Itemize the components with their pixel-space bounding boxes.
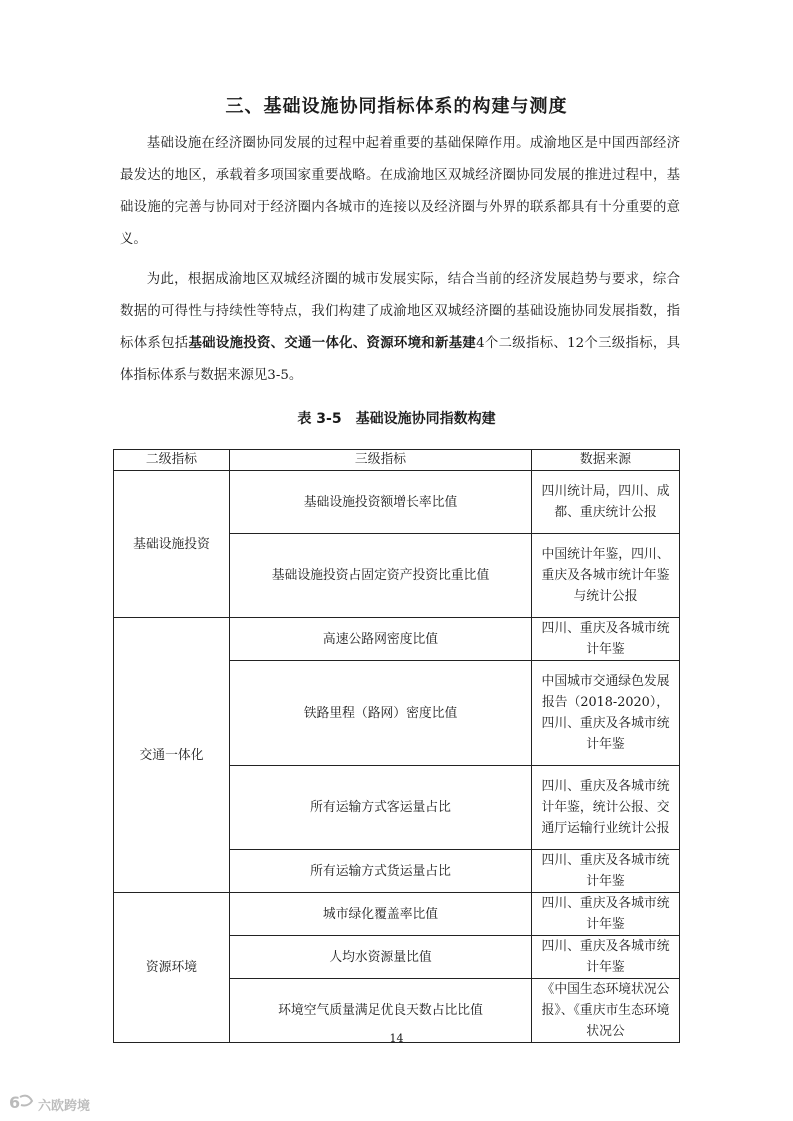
indicator-cell: 基础设施投资占固定资产投资比重比值 [230,534,532,618]
watermark [8,1091,90,1117]
indicator-cell: 所有运输方式货运量占比 [230,850,532,893]
category-cell: 交通一体化 [114,618,230,893]
section-heading: 三、基础设施协同指标体系的构建与测度 [225,96,568,117]
header-level2: 二级指标 [114,450,230,471]
indicator-cell: 高速公路网密度比值 [230,618,532,661]
indicator-cell: 基础设施投资额增长率比值 [230,471,532,534]
source-cell: 中国统计年鉴，四川、重庆及各城市统计年鉴与统计公报 [532,534,680,618]
svg-text:6: 6 [9,1093,21,1112]
source-cell: 四川、重庆及各城市统计年鉴 [532,893,680,936]
header-source: 数据来源 [532,450,680,471]
table-header-row [114,450,680,471]
watermark-text: 六欧跨境 [38,1098,91,1114]
six-logo-icon [8,1091,34,1117]
source-cell: 四川、重庆及各城市统计年鉴 [532,850,680,893]
source-cell: 四川、重庆及各城市统计年鉴，统计公报、交通厅运输行业统计公报 [532,766,680,850]
paragraph-method [120,264,680,392]
indicator-cell: 所有运输方式客运量占比 [230,766,532,850]
indicator-cell: 人均水资源量比值 [230,936,532,979]
table-row [114,618,680,661]
source-cell: 四川、重庆及各城市统计年鉴 [532,936,680,979]
category-cell: 资源环境 [114,893,230,1043]
indicator-cell: 铁路里程（路网）密度比值 [230,661,532,766]
table-row [114,893,680,936]
paragraph-method-text: 为此，根据成渝地区双城经济圈的城市发展实际，结合当前的经济发展趋势与要求，综合数据的可得性与持续性等特点，我们构建了成渝地区双城经济圈的基础设施协同发展指数，指标体系包括 [120,272,680,351]
table-caption: 表 3-5 基础设施协同指数构建 [297,411,496,427]
indicator-cell: 城市绿化覆盖率比值 [230,893,532,936]
paragraph-method-bold: 基础设施投资、交通一体化、资源环境和新基建 [188,336,477,351]
source-cell: 四川、重庆及各城市统计年鉴 [532,618,680,661]
source-cell: 四川统计局，四川、成都、重庆统计公报 [532,471,680,534]
indicator-table [113,449,680,1043]
page-number: 14 [389,1032,404,1045]
source-cell: 中国城市交通绿色发展报告（2018-2020），四川、重庆及各城市统计年鉴 [532,661,680,766]
category-cell: 基础设施投资 [114,471,230,618]
table-row [114,471,680,534]
paragraph-method-tail: 4个二级指标、12个三级指标，具体指标体系与数据来源见3-5。 [120,336,681,383]
source-cell: 《中国生态环境状况公报》、《重庆市生态环境状况公 [532,979,680,1043]
indicator-cell: 环境空气质量满足优良天数占比比值 [230,979,532,1043]
paragraph-intro: 基础设施在经济圈协同发展的过程中起着重要的基础保障作用。成渝地区是中国西部经济最发达的地区，承载着多项国家重要战略。在成渝地区双城经济圈协同发展的推进过程中，基础设施的完善与协同对于经济圈内各城市的连接以及经济圈与外界的联系都具有十分重要的意义。 [120,136,680,247]
header-level3: 三级指标 [230,450,532,471]
